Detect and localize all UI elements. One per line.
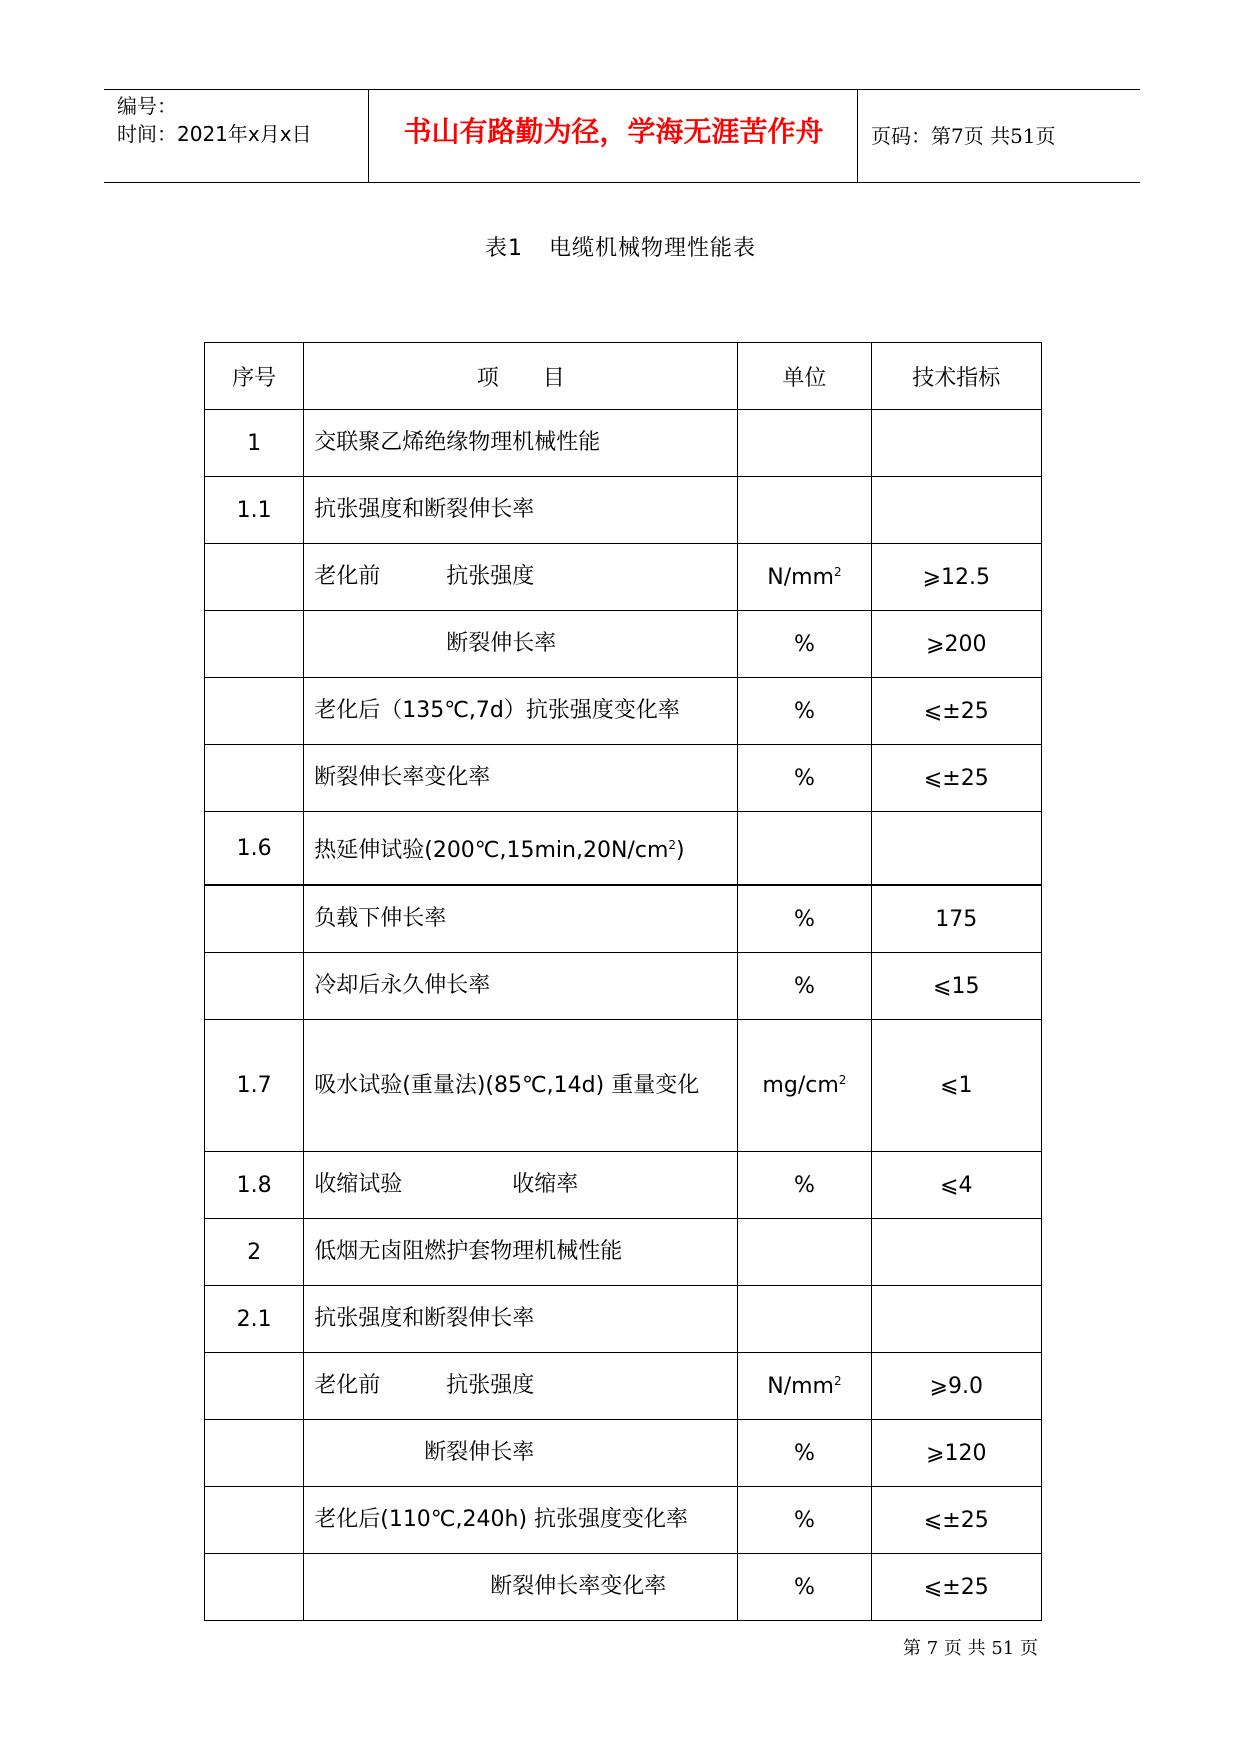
row-number xyxy=(205,1420,304,1487)
row-spec: ⩽±25 xyxy=(871,678,1041,745)
row-item-text: 断裂伸长率变化率 xyxy=(314,765,491,790)
row-spec xyxy=(871,410,1041,477)
header-spec: 技术指标 xyxy=(871,343,1041,410)
row-spec: ⩾200 xyxy=(871,611,1041,678)
row-item xyxy=(304,1487,738,1554)
table-row xyxy=(205,1353,1042,1420)
row-unit-text: % xyxy=(793,1574,815,1600)
table-row xyxy=(205,953,1042,1020)
row-unit-text: mg/cm xyxy=(762,1073,839,1098)
row-unit-superscript: 2 xyxy=(833,564,842,579)
table-title xyxy=(0,231,1241,262)
row-item-text: 断裂伸长率 xyxy=(314,631,557,656)
row-spec: ⩽±25 xyxy=(871,745,1041,812)
row-spec: ⩽1 xyxy=(871,1020,1041,1152)
row-spec: ⩽15 xyxy=(871,953,1041,1020)
row-item xyxy=(304,477,738,544)
row-unit-text: % xyxy=(793,1172,815,1198)
row-item-text: 抗张强度和断裂伸长率 xyxy=(314,1306,535,1331)
row-number xyxy=(205,953,304,1020)
row-item xyxy=(304,1020,738,1152)
cable-properties-table xyxy=(204,342,1042,1621)
row-item-text: 断裂伸长率变化率 xyxy=(314,1574,667,1599)
row-item-text: 冷却后永久伸长率 xyxy=(314,973,491,998)
row-spec: ⩽±25 xyxy=(871,1554,1041,1621)
row-unit xyxy=(738,953,871,1020)
table-row xyxy=(205,1152,1042,1219)
row-item xyxy=(304,1286,738,1353)
row-item-text: 热延伸试验(200℃,15min,20N/cm xyxy=(314,838,669,863)
header-divider-left xyxy=(368,89,369,182)
document-time-label: 时间：2021年x月x日 xyxy=(117,122,312,146)
row-number: 1.6 xyxy=(205,812,304,886)
row-number xyxy=(205,885,304,953)
row-unit xyxy=(738,1487,871,1554)
row-number: 1.7 xyxy=(205,1020,304,1152)
row-item-text: 收缩试验 收缩率 xyxy=(314,1172,579,1197)
row-item xyxy=(304,1219,738,1286)
header-item: 项 目 xyxy=(304,343,738,410)
row-item xyxy=(304,812,738,886)
row-unit-text: % xyxy=(793,1507,815,1533)
table-row xyxy=(205,1554,1042,1621)
row-unit xyxy=(738,544,871,611)
table-row xyxy=(205,544,1042,611)
row-item xyxy=(304,1353,738,1420)
row-unit-superscript: 2 xyxy=(833,1373,842,1388)
row-number xyxy=(205,678,304,745)
page-footer: 第 7 页 共 51 页 xyxy=(903,1638,1038,1659)
header-divider-right xyxy=(857,89,858,182)
header-bottom-rule xyxy=(104,182,1140,183)
row-item-text: 交联聚乙烯绝缘物理机械性能 xyxy=(314,430,601,455)
row-unit-superscript: 2 xyxy=(838,1073,847,1087)
row-item-text: 吸水试验(重量法)(85℃,14d) 重量变化 xyxy=(314,1072,700,1098)
row-unit xyxy=(738,1020,871,1152)
row-unit-text: % xyxy=(793,765,815,791)
row-unit xyxy=(738,477,871,544)
row-item xyxy=(304,885,738,953)
table-row xyxy=(205,1020,1042,1152)
table-row xyxy=(205,410,1042,477)
row-number: 2.1 xyxy=(205,1286,304,1353)
row-item-text: 老化前 抗张强度 xyxy=(314,1373,535,1398)
table-row xyxy=(205,885,1042,953)
table-title-name: 电缆机械物理性能表 xyxy=(548,236,756,261)
row-number: 1.8 xyxy=(205,1152,304,1219)
row-item-text: 低烟无卤阻燃护套物理机械性能 xyxy=(314,1239,623,1264)
row-unit xyxy=(738,410,871,477)
row-spec: ⩾120 xyxy=(871,1420,1041,1487)
table-row xyxy=(205,1219,1042,1286)
row-spec: ⩽4 xyxy=(871,1152,1041,1219)
row-number xyxy=(205,1487,304,1554)
row-unit-text: N/mm xyxy=(767,1373,834,1399)
row-item-text: 老化后(110℃,240h) 抗张强度变化率 xyxy=(314,1507,689,1532)
row-unit-text: % xyxy=(793,906,815,932)
row-spec: ⩾12.5 xyxy=(871,544,1041,611)
row-unit xyxy=(738,885,871,953)
row-item-text: 抗张强度和断裂伸长率 xyxy=(314,497,535,522)
row-number xyxy=(205,544,304,611)
row-spec: ⩾9.0 xyxy=(871,1353,1041,1420)
table-row xyxy=(205,477,1042,544)
row-number xyxy=(205,1353,304,1420)
row-unit-text: % xyxy=(793,631,815,657)
document-number-label: 编号： xyxy=(117,94,177,118)
row-unit xyxy=(738,1219,871,1286)
header-top-rule xyxy=(104,89,1140,90)
row-number xyxy=(205,745,304,812)
table-row xyxy=(205,1487,1042,1554)
row-item xyxy=(304,1420,738,1487)
table-row xyxy=(205,745,1042,812)
table-header-row xyxy=(205,343,1042,410)
row-unit xyxy=(738,1554,871,1621)
row-unit xyxy=(738,1286,871,1353)
row-unit xyxy=(738,745,871,812)
table-row xyxy=(205,611,1042,678)
row-unit-text: % xyxy=(793,973,815,999)
row-item xyxy=(304,678,738,745)
row-unit xyxy=(738,812,871,886)
row-unit-text: % xyxy=(793,1440,815,1466)
row-item-text: 断裂伸长率 xyxy=(314,1440,535,1465)
row-item xyxy=(304,544,738,611)
table-title-prefix: 表1 xyxy=(484,236,523,261)
header-no: 序号 xyxy=(205,343,304,410)
row-spec: 175 xyxy=(871,885,1041,953)
row-item-tail: ) xyxy=(676,838,685,863)
row-spec xyxy=(871,1219,1041,1286)
row-item-text: 老化前 抗张强度 xyxy=(314,564,535,589)
row-unit xyxy=(738,678,871,745)
row-item xyxy=(304,410,738,477)
row-unit xyxy=(738,611,871,678)
header-meta xyxy=(117,92,312,148)
row-number: 1 xyxy=(205,410,304,477)
row-unit xyxy=(738,1353,871,1420)
row-unit-text: N/mm xyxy=(767,564,834,590)
row-unit-text: % xyxy=(793,698,815,724)
table-row xyxy=(205,678,1042,745)
row-spec xyxy=(871,1286,1041,1353)
row-spec: ⩽±25 xyxy=(871,1487,1041,1554)
row-item xyxy=(304,1554,738,1621)
row-item-superscript: 2 xyxy=(668,838,677,852)
row-number xyxy=(205,611,304,678)
row-unit xyxy=(738,1420,871,1487)
table-row xyxy=(205,812,1042,886)
row-item-text: 负载下伸长率 xyxy=(314,906,447,931)
table-row xyxy=(205,1420,1042,1487)
row-number: 2 xyxy=(205,1219,304,1286)
row-spec xyxy=(871,812,1041,886)
row-number xyxy=(205,1554,304,1621)
header-page-label: 页码：第7页 共51页 xyxy=(871,124,1056,148)
row-item xyxy=(304,745,738,812)
header-motto: 书山有路勤为径，学海无涯苦作舟 xyxy=(403,115,824,148)
row-item xyxy=(304,953,738,1020)
row-item xyxy=(304,611,738,678)
header-unit: 单位 xyxy=(738,343,871,410)
row-spec xyxy=(871,477,1041,544)
row-number: 1.1 xyxy=(205,477,304,544)
row-item-text: 老化后（135℃,7d）抗张强度变化率 xyxy=(314,698,680,723)
row-item xyxy=(304,1152,738,1219)
table-row xyxy=(205,1286,1042,1353)
row-unit xyxy=(738,1152,871,1219)
